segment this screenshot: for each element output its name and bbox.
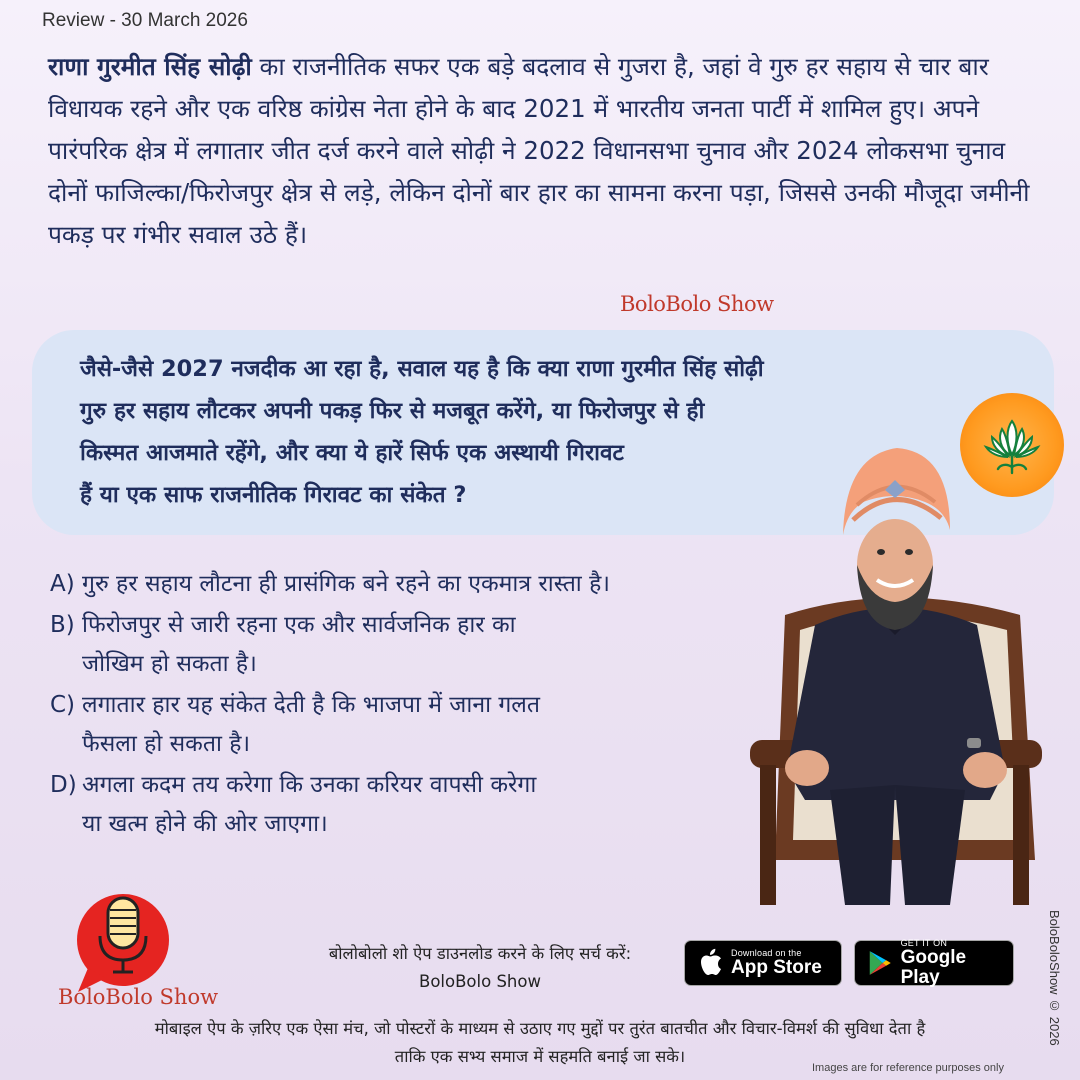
option-text: अगला कदम तय करेगा कि उनका करियर वापसी करेगा या खत्म होने की ओर जाएगा। bbox=[82, 772, 537, 837]
app-store-button[interactable] bbox=[684, 940, 842, 986]
mission-line: ताकि एक सभ्य समाज में सहमति बनाई जा सके। bbox=[394, 1047, 686, 1066]
question-line: हैं या एक साफ राजनीतिक गिरावट का संकेत ? bbox=[80, 482, 467, 508]
option-key: D) bbox=[50, 772, 77, 798]
download-app-name: BoloBolo Show bbox=[419, 972, 541, 991]
google-play-small: GET IT ON bbox=[900, 938, 948, 948]
option-b[interactable] bbox=[50, 606, 690, 684]
option-key: A) bbox=[50, 571, 75, 597]
question-line: गुरु हर सहाय लौटकर अपनी पकड़ फिर से मजबूत करेंगे, या फिरोजपुर से ही bbox=[80, 398, 705, 424]
option-text: लगातार हार यह संकेत देती है कि भाजपा में जाना गलत फैसला हो सकता है। bbox=[82, 692, 541, 757]
disclaimer-text: Images are for reference purposes only bbox=[812, 1062, 1004, 1074]
intro-paragraph bbox=[48, 46, 1048, 256]
review-date: Review - 30 March 2026 bbox=[42, 10, 248, 31]
google-play-button[interactable] bbox=[854, 940, 1014, 986]
politician-photo bbox=[745, 440, 1045, 905]
play-store-icon bbox=[867, 948, 893, 978]
option-key: C) bbox=[50, 692, 76, 718]
options-list bbox=[50, 565, 690, 846]
watermark-brand: BoloBolo Show bbox=[620, 292, 774, 316]
google-play-big: Google Play bbox=[900, 947, 967, 988]
question-line: जैसे-जैसे 2027 नजदीक आ रहा है, सवाल यह है कि क्या राणा गुरमीत सिंह सोढ़ी bbox=[80, 356, 764, 382]
app-store-small: Download on the bbox=[731, 948, 802, 958]
intro-text: का राजनीतिक सफर एक बड़े बदलाव से गुजरा है, जहां वे गुरु हर सहाय से चार बार विधायक रहने और एक वरिष्ठ कांग्रेस नेता होने के बाद 2021 में भारतीय जनता पार्टी में शामिल हुए। अपने पारंपरिक क्षेत्र में लगातार जीत दर्ज करने वाले सोढ़ी ने 2022 विधानसभा चुनाव और 2024 लोकसभा चुनाव दोनों फाजिल्का/फिरोजपुर क्षेत्र से लड़े, लेकिन दोनों बार हार का सामना करना पड़ा, जिससे उनकी मौजूदा जमीनी पकड़ पर गंभीर सवाल उठे हैं। bbox=[48, 52, 1030, 249]
question-line: किस्मत आजमाते रहेंगे, और क्या ये हारें सिर्फ एक अस्थायी गिरावट bbox=[80, 440, 624, 466]
option-c[interactable] bbox=[50, 686, 690, 764]
apple-icon bbox=[697, 948, 723, 978]
mission-line: मोबाइल ऐप के ज़रिए एक ऐसा मंच, जो पोस्टरों के माध्यम से उठाए गए मुद्दों पर तुरंत बातचीत और विचार-विमर्श की सुविधा देता है bbox=[154, 1019, 926, 1038]
download-prompt bbox=[295, 940, 665, 996]
footer-brand: BoloBolo Show bbox=[58, 985, 219, 1009]
option-a[interactable] bbox=[50, 565, 690, 604]
intro-name: राणा गुरमीत सिंह सोढ़ी bbox=[48, 52, 252, 81]
app-store-big: App Store bbox=[731, 957, 822, 978]
option-key: B) bbox=[50, 612, 75, 638]
option-text: फिरोजपुर से जारी रहना एक और सार्वजनिक हार का जोखिम हो सकता है। bbox=[82, 612, 516, 677]
download-prompt-text: बोलोबोलो शो ऐप डाउनलोड करने के लिए सर्च करें: bbox=[328, 944, 632, 963]
option-text: गुरु हर सहाय लौटना ही प्रासंगिक बने रहने का एकमात्र रास्ता है। bbox=[82, 571, 611, 597]
option-d[interactable] bbox=[50, 766, 690, 844]
copyright-text: BoloBoloShow © 2026 bbox=[1047, 910, 1062, 1046]
